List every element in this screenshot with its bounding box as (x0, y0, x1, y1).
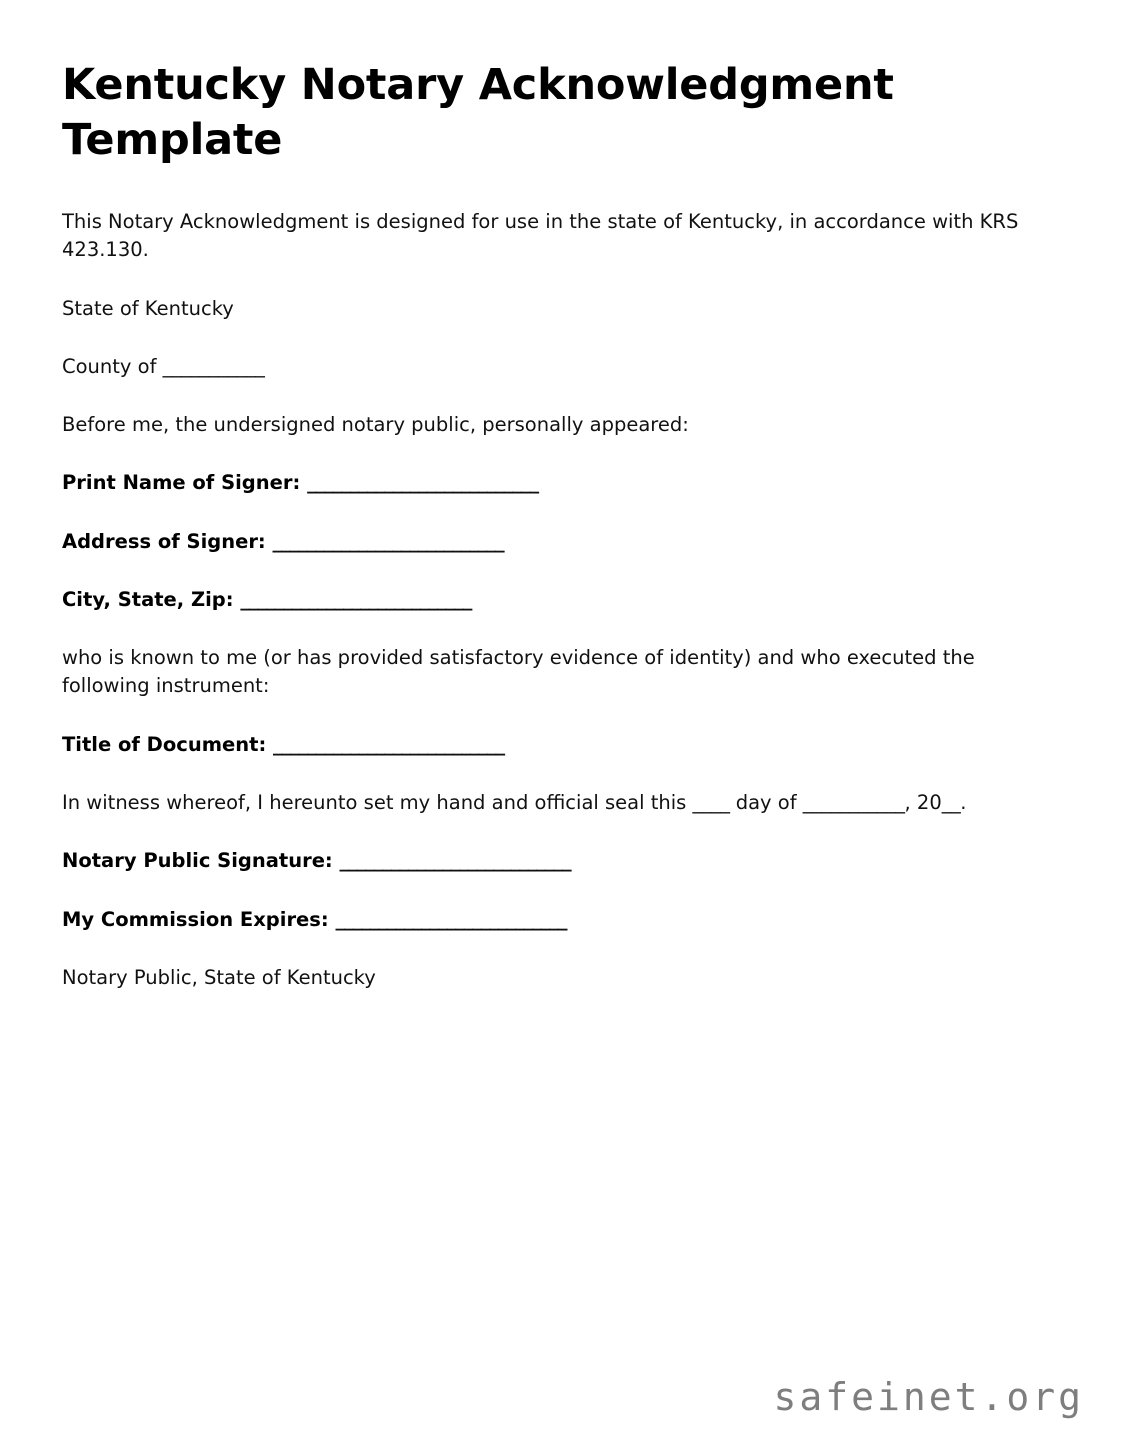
field-address-of-signer (62, 528, 1062, 556)
county-line (62, 353, 1044, 381)
witness-text-part1: In witness whereof, I hereunto set my hand and official seal this (62, 790, 693, 814)
before-me-line: Before me, the undersigned notary public, personally appeared: (62, 413, 689, 437)
witness-month-blank: ___________ (802, 790, 905, 814)
witness-year-blank: __ (941, 790, 961, 814)
field-blank-title-of-document: ___________________________ (273, 732, 504, 756)
field-label-print-name: Print Name of Signer: (62, 471, 308, 495)
county-blank: ___________ (162, 354, 265, 378)
witness-paragraph (62, 789, 1062, 817)
witness-text-part2: day of (729, 790, 803, 814)
field-blank-notary-signature: ___________________________ (339, 849, 571, 873)
state-line: State of Kentucky (62, 296, 234, 320)
witness-text-part3: , 20 (904, 790, 942, 814)
field-print-name-of-signer (62, 469, 1062, 497)
witness-text-part4: . (960, 790, 967, 814)
field-label-title-of-document: Title of Document: (62, 732, 274, 756)
known-to-me-paragraph: who is known to me (or has provided satisfactory evidence of identity) and who executed the following instrument: (62, 646, 975, 698)
field-title-of-document (62, 731, 1062, 759)
page-title: Kentucky Notary Acknowledgment Template (62, 60, 894, 166)
field-label-notary-signature: Notary Public Signature: (62, 849, 340, 873)
county-label: County of (62, 354, 163, 378)
field-blank-commission-expires: ___________________________ (335, 907, 567, 931)
closing-line: Notary Public, State of Kentucky (62, 965, 376, 989)
witness-day-blank: ____ (692, 790, 730, 814)
field-label-address: Address of Signer: (62, 529, 273, 553)
field-commission-expires (62, 906, 1062, 934)
site-watermark: safeinet.org (773, 1375, 1084, 1419)
field-label-city-state-zip: City, State, Zip: (62, 587, 241, 611)
field-blank-city-state-zip: ___________________________ (240, 587, 472, 611)
intro-paragraph: This Notary Acknowledgment is designed for use in the state of Kentucky, in accordance with KRS 423.130. (62, 210, 1019, 262)
field-blank-print-name: ___________________________ (307, 471, 538, 495)
field-city-state-zip (62, 586, 1062, 614)
field-notary-public-signature (62, 847, 1062, 875)
field-label-commission-expires: My Commission Expires: (62, 907, 336, 931)
field-blank-address: ___________________________ (272, 529, 504, 553)
